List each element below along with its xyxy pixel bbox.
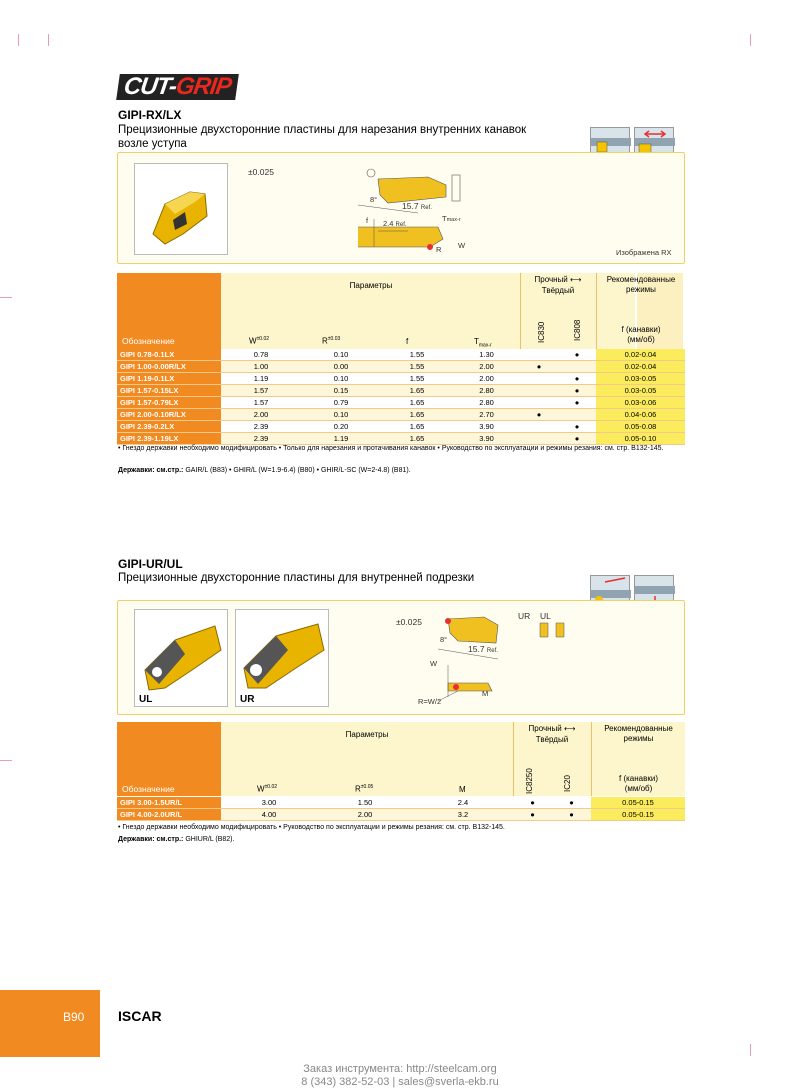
spec-table <box>117 797 685 821</box>
f-cell: 1.65 <box>381 409 453 421</box>
params-header: Параметры <box>345 730 389 739</box>
feed-cell: 0.05-0.15 <box>591 797 685 809</box>
grade-cell: ● <box>558 421 596 433</box>
r-header: $R^{\pm 0.03}$ <box>322 336 341 346</box>
crop-mark <box>750 1044 751 1056</box>
table-row <box>117 797 685 809</box>
rec-header: Рекомендованные режимы <box>604 724 673 743</box>
feed-cell: 0.03-0.05 <box>596 373 685 385</box>
crop-mark <box>0 760 12 761</box>
length-label: 15.7 Ref. <box>468 644 498 654</box>
w-cell: 0.78 <box>221 349 301 361</box>
designation-cell: GIPI 4.00-2.0UR/L <box>117 809 221 821</box>
t-cell: 1.30 <box>453 349 520 361</box>
grade-cell <box>520 373 558 385</box>
designation-cell: GIPI 2.39-1.19LX <box>117 433 221 445</box>
grade-cell: ● <box>552 797 591 809</box>
feed-cell: 0.03-0.05 <box>596 385 685 397</box>
rec-header: Рекомендованные режимы <box>606 275 676 294</box>
table-header <box>117 273 685 349</box>
f-header: f <box>406 337 409 346</box>
t-header: $T_{max-r}$ <box>474 337 492 349</box>
ul-dim-label: UL <box>540 611 551 621</box>
w-cell: 1.19 <box>221 373 301 385</box>
f-cell: 1.55 <box>381 361 453 373</box>
designation-header: Обозначение <box>122 336 175 346</box>
r-cell: 0.20 <box>301 421 381 433</box>
r-label: R=W/2 <box>418 697 442 706</box>
feed-cell: 0.02-0.04 <box>596 361 685 373</box>
r-cell: 2.00 <box>317 809 413 821</box>
tolerance-label: ±0.025 <box>248 167 274 177</box>
grade-ic8250: IC8250 <box>525 768 534 794</box>
footer-contact-line: 8 (343) 382-52-03 | sales@sverla-ekb.ru <box>301 1076 499 1088</box>
table-row <box>117 433 685 445</box>
grade-cell <box>558 409 596 421</box>
grade-cell <box>520 349 558 361</box>
spec-table <box>117 349 685 445</box>
strong-label: Прочный ⟷ <box>534 275 582 284</box>
t-cell: 2.00 <box>453 361 520 373</box>
footnote: • Гнездо державки необходимо модифицировать • Руководство по эксплуатации и режимы резания: см. стр. B132-145. <box>118 824 505 831</box>
t-cell: 2.00 <box>453 373 520 385</box>
f-cell: 1.65 <box>381 421 453 433</box>
m-header: M <box>459 785 466 794</box>
params-header: Параметры <box>349 281 393 290</box>
m-cell: 2.4 <box>413 797 513 809</box>
figure-box <box>117 600 685 715</box>
section-title: GIPI-UR/UL <box>118 557 183 571</box>
grade-cell: ● <box>558 373 596 385</box>
length2-label: 2.4 Ref. <box>383 219 407 228</box>
designation-cell: GIPI 3.00-1.5UR/L <box>117 797 221 809</box>
page-number: B90 <box>63 1010 85 1024</box>
ul-label: UL <box>139 694 153 705</box>
crop-mark <box>48 34 49 46</box>
figure-box <box>117 152 685 264</box>
crop-mark <box>750 34 751 46</box>
strong-label: Прочный ⟷ <box>528 724 576 733</box>
f-cell: 1.65 <box>381 385 453 397</box>
feed-header: f (канавки) <box>621 325 661 334</box>
r-cell: 0.15 <box>301 385 381 397</box>
table-row <box>117 409 685 421</box>
grade-cell: ● <box>558 349 596 361</box>
holders-ref: Державки: см.стр.: GHIUR/L (B82). <box>118 836 235 843</box>
table-row <box>117 385 685 397</box>
grade-cell: ● <box>513 809 552 821</box>
table-row <box>117 349 685 361</box>
feed-cell: 0.03-0.06 <box>596 397 685 409</box>
t-cell: 3.90 <box>453 433 520 445</box>
feed-header: f (канавки) <box>619 774 658 783</box>
insert-image <box>135 164 229 256</box>
crop-mark <box>0 297 12 298</box>
r-cell: 0.10 <box>301 373 381 385</box>
r-cell: 0.79 <box>301 397 381 409</box>
feed-unit: (мм/об) <box>627 335 655 344</box>
grade-cell: ● <box>513 797 552 809</box>
w-cell: 1.57 <box>221 385 301 397</box>
table-header <box>117 722 685 796</box>
r-cell: 1.19 <box>301 433 381 445</box>
designation-cell: GIPI 2.39-0.2LX <box>117 421 221 433</box>
w-header: $W^{\pm 0.02}$ <box>257 784 278 794</box>
f-cell: 1.55 <box>381 349 453 361</box>
r-cell: 1.50 <box>317 797 413 809</box>
designation-cell: GIPI 1.00-0.00R/LX <box>117 361 221 373</box>
m-cell: 3.2 <box>413 809 513 821</box>
grade-cell: ● <box>520 361 558 373</box>
hard-label: Твёрдый <box>541 286 575 295</box>
feed-cell: 0.05-0.15 <box>591 809 685 821</box>
t-cell: 2.70 <box>453 409 520 421</box>
w-cell: 1.57 <box>221 397 301 409</box>
designation-cell: GIPI 1.57-0.15LX <box>117 385 221 397</box>
grade-ic20: IC20 <box>563 775 572 792</box>
w-cell: 3.00 <box>221 797 317 809</box>
brand-name: ISCAR <box>118 1008 162 1024</box>
f-cell: 1.65 <box>381 433 453 445</box>
f-cell: 1.55 <box>381 373 453 385</box>
table-row <box>117 421 685 433</box>
tolerance-label: ±0.025 <box>396 617 422 627</box>
footer-order-line: Заказ инструмента: http://steelcam.org <box>303 1063 497 1075</box>
grade-ic808: IC808 <box>573 319 582 341</box>
footnote: • Гнездо державки необходимо модифицировать • Только для нарезания и протачивания канавок • Руководство по эксплуатации и режимы резания: см. стр. B132-145. <box>118 445 664 452</box>
grade-cell: ● <box>520 409 558 421</box>
page-tab <box>0 990 100 1057</box>
w-label: W <box>430 659 438 668</box>
insert-photo <box>134 163 228 255</box>
table-row <box>117 373 685 385</box>
grade-cell: ● <box>558 385 596 397</box>
designation-cell: GIPI 0.78-0.1LX <box>117 349 221 361</box>
table-row <box>117 809 685 821</box>
feed-cell: 0.04-0.06 <box>596 409 685 421</box>
grade-cell: ● <box>552 809 591 821</box>
insert-photo-ur <box>235 609 329 707</box>
ur-dim-label: UR <box>518 611 531 621</box>
section-title: GIPI-RX/LX <box>118 108 182 122</box>
ur-label: UR <box>240 694 255 705</box>
w-header: $W^{\pm 0.02}$ <box>249 336 270 346</box>
w-cell: 1.00 <box>221 361 301 373</box>
designation-cell: GIPI 1.19-0.1LX <box>117 373 221 385</box>
angle-label: 8° <box>370 195 378 204</box>
w-cell: 2.00 <box>221 409 301 421</box>
w-label: W <box>458 241 466 250</box>
r-cell: 0.10 <box>301 409 381 421</box>
holders-ref: Державки: см.стр.: GAIR/L (B83) • GHIR/L (W=1.9-6.4) (B80) • GHIR/L-SC (W=2-4.8) (B81). <box>118 467 411 474</box>
grade-cell <box>558 361 596 373</box>
w-cell: 2.39 <box>221 421 301 433</box>
grade-cell: ● <box>558 397 596 409</box>
t-cell: 2.80 <box>453 385 520 397</box>
w-cell: 2.39 <box>221 433 301 445</box>
table-row <box>117 361 685 373</box>
f-label: f <box>366 216 369 225</box>
t-cell: 3.90 <box>453 421 520 433</box>
grade-cell <box>520 433 558 445</box>
angle-label: 8° <box>440 635 448 644</box>
table-row <box>117 397 685 409</box>
t-cell: 2.80 <box>453 397 520 409</box>
cut-grip-logo: CUT-GRIP <box>116 74 238 100</box>
grade-cell <box>520 397 558 409</box>
grade-cell: ● <box>558 433 596 445</box>
dimension-drawing <box>318 161 478 261</box>
t-label: Tmax-r <box>442 214 461 223</box>
r-header: $R^{\pm 0.05}$ <box>355 784 374 794</box>
grade-ic830: IC830 <box>537 321 546 343</box>
section-subtitle: Прецизионные двухсторонние пластины для нарезания внутренних канавок возле уступа <box>118 124 527 150</box>
insert-photo-ul <box>134 609 228 707</box>
r-label: R <box>436 245 442 254</box>
w-cell: 4.00 <box>221 809 317 821</box>
figure-caption: Изображена RX <box>616 248 672 257</box>
designation-header: Обозначение <box>122 784 175 794</box>
feed-cell: 0.02-0.04 <box>596 349 685 361</box>
section-subtitle: Прецизионные двухсторонние пластины для внутренней подрезки <box>118 572 475 584</box>
m-label: M <box>482 689 489 698</box>
designation-cell: GIPI 1.57-0.79LX <box>117 397 221 409</box>
r-cell: 0.10 <box>301 349 381 361</box>
f-cell: 1.65 <box>381 397 453 409</box>
crop-mark <box>18 34 19 46</box>
hard-label: Твёрдый <box>535 735 569 744</box>
feed-unit: (мм/об) <box>624 784 653 793</box>
designation-cell: GIPI 2.00-0.10R/LX <box>117 409 221 421</box>
feed-cell: 0.05-0.10 <box>596 433 685 445</box>
r-cell: 0.00 <box>301 361 381 373</box>
grade-cell <box>520 421 558 433</box>
grade-cell <box>520 385 558 397</box>
feed-cell: 0.05-0.08 <box>596 421 685 433</box>
length-label: 15.7 Ref. <box>402 201 432 211</box>
